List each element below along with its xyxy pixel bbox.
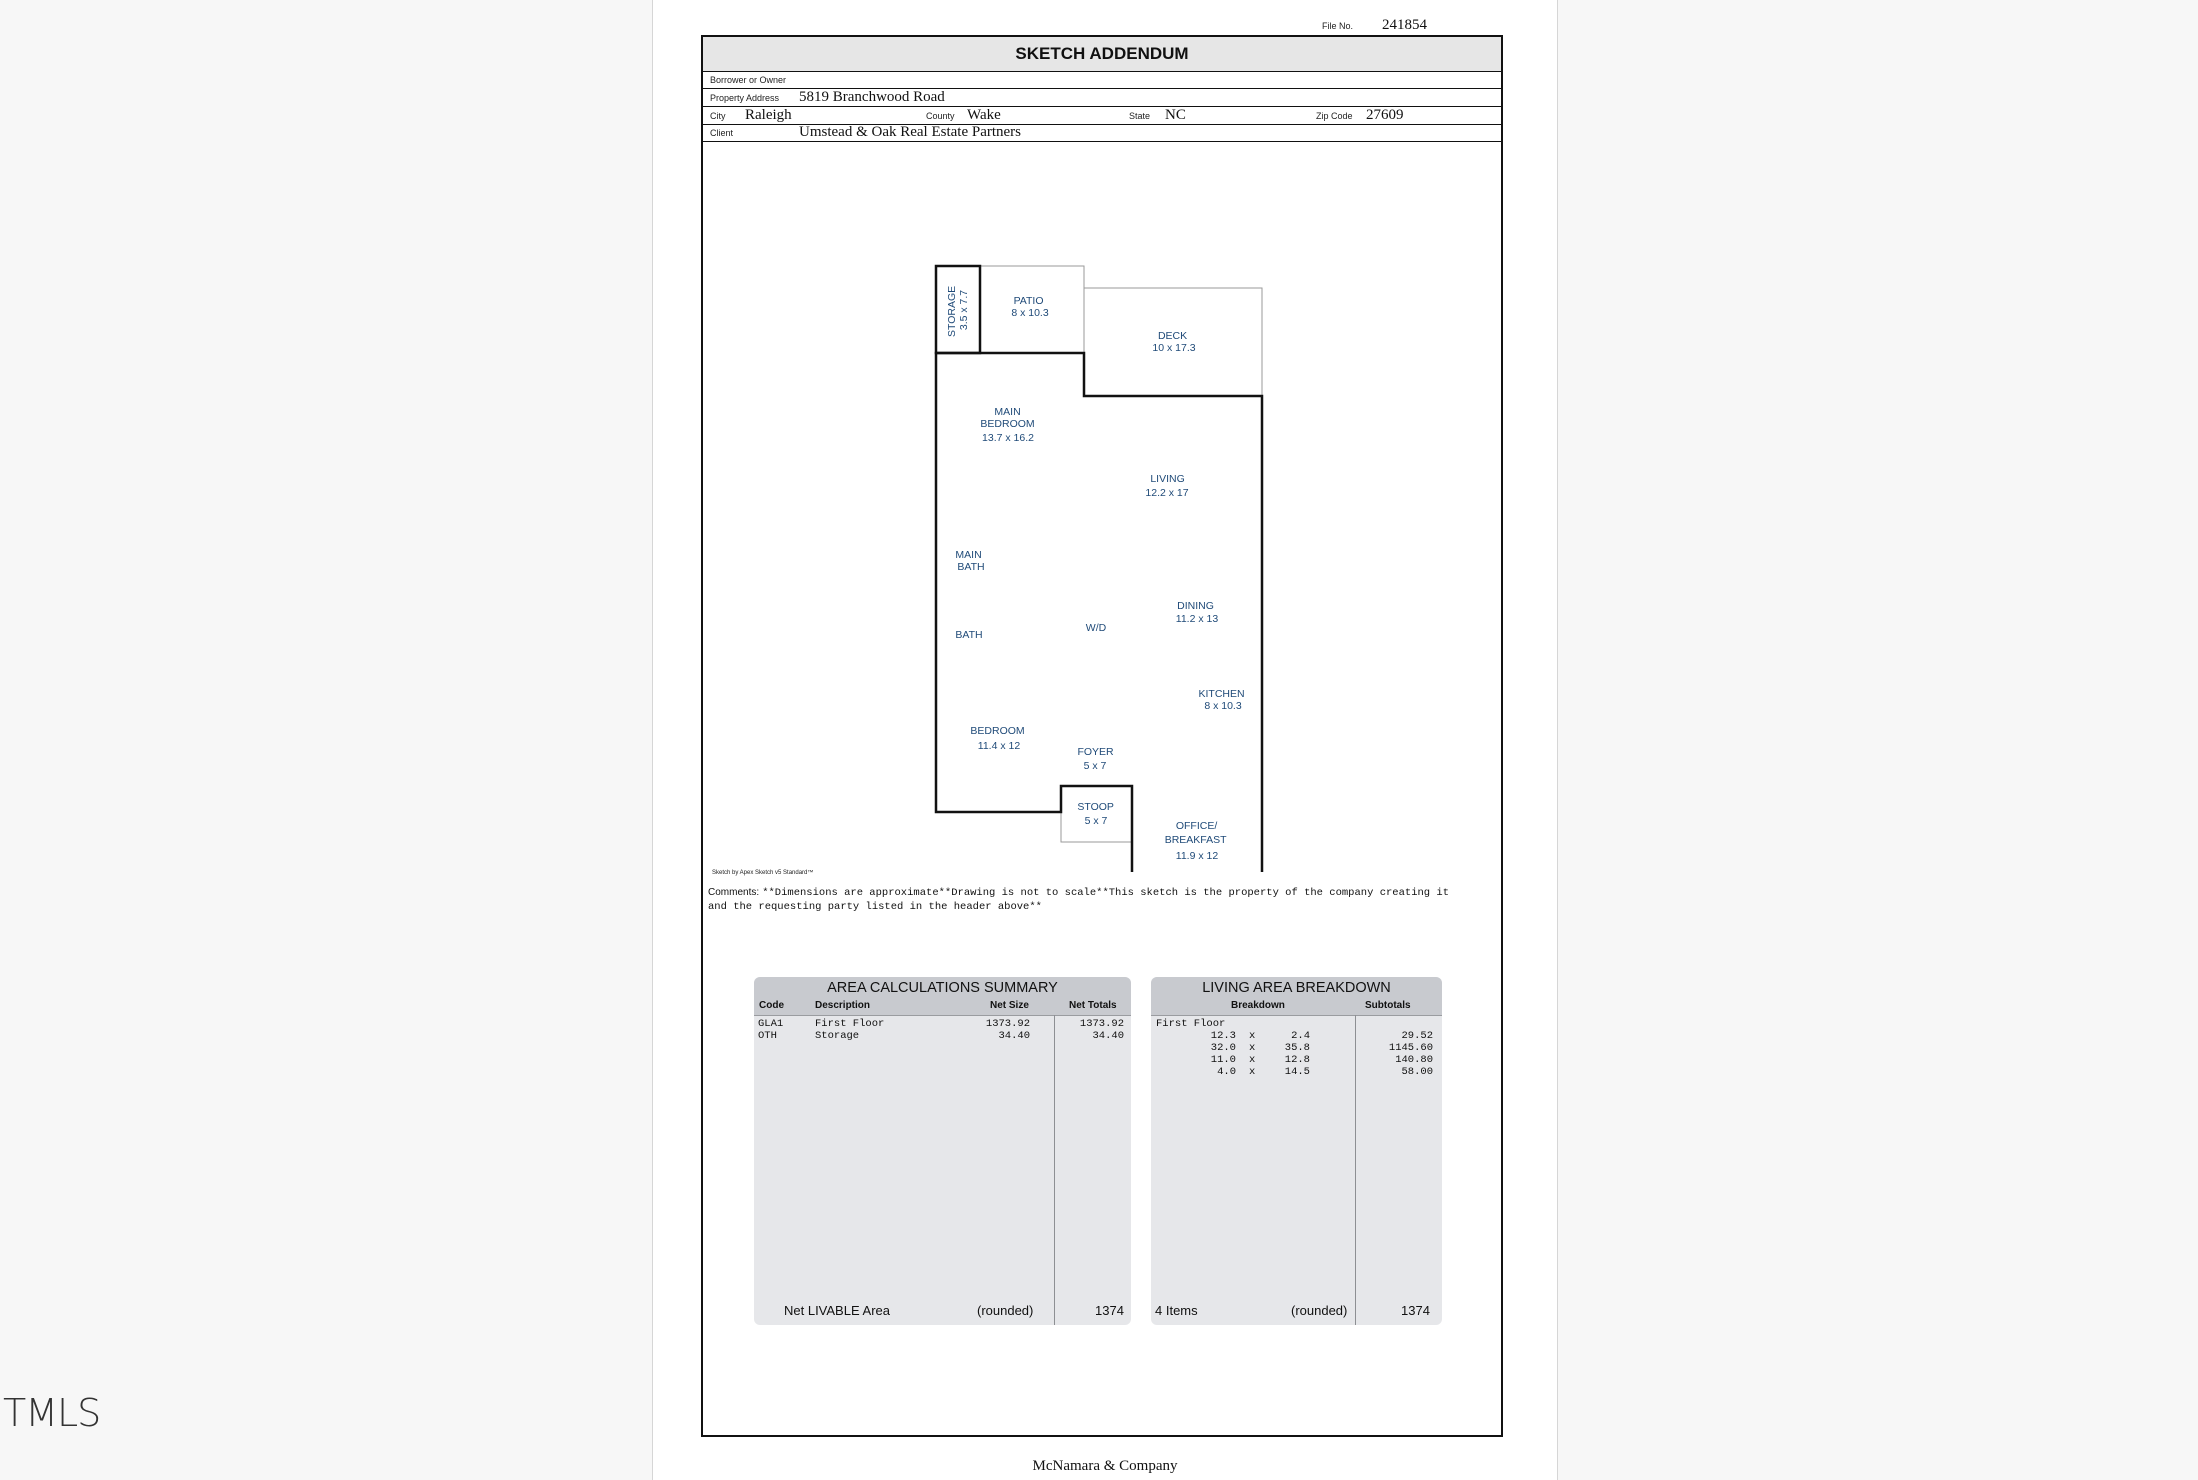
county-value: Wake [967, 107, 1001, 123]
subtotal: 140.80 [1395, 1054, 1433, 1066]
wd-label: W/D [1085, 622, 1107, 634]
client-row [703, 125, 1501, 142]
floor-label: First Floor [1156, 1018, 1226, 1030]
address-label: Property Address [710, 93, 780, 103]
breakdown-rounded: (rounded) [1291, 1303, 1348, 1318]
city-label: City [710, 111, 726, 121]
area-calculations-panel [754, 977, 1131, 1325]
bath-label: BATH [955, 629, 983, 641]
address-value: 5819 Branchwood Road [799, 89, 945, 105]
row-net-size: 34.40 [998, 1030, 1030, 1042]
borrower-label: Borrower or Owner [710, 75, 787, 85]
breakdown-total: 1374 [1401, 1303, 1430, 1318]
company-footer: McNamara & Company [1032, 1458, 1178, 1474]
breakdown-title: LIVING AREA BREAKDOWN [1151, 977, 1442, 999]
dim-b: 12.8 [1284, 1054, 1310, 1066]
col-description: Description [815, 1000, 871, 1011]
dim-x: x [1249, 1066, 1256, 1078]
patio-label: PATIO 8 x 10.3 [1011, 295, 1049, 319]
col-net-totals: Net Totals [1069, 1000, 1117, 1011]
net-livable-label: Net LIVABLE Area [784, 1303, 890, 1318]
borrower-row [703, 72, 1501, 89]
office-breakfast-label: OFFICE/ BREAKFAST 11.9 x 12 [1164, 820, 1227, 862]
dim-a: 4.0 [1217, 1066, 1236, 1078]
kitchen-label: KITCHEN 8 x 10.3 [1198, 688, 1245, 712]
subtotal: 1145.60 [1388, 1042, 1433, 1054]
row-description: Storage [815, 1030, 860, 1042]
subtotal: 29.52 [1401, 1030, 1433, 1042]
county-label: County [926, 111, 955, 121]
client-value: Umstead & Oak Real Estate Partners [799, 124, 1022, 140]
dining-label: DINING 11.2 x 13 [1175, 600, 1219, 625]
dim-a: 32.0 [1210, 1042, 1236, 1054]
state-label: State [1129, 111, 1151, 121]
living-label: LIVING 12.2 x 17 [1145, 473, 1189, 499]
row-net-size: 1373.92 [985, 1018, 1030, 1030]
col-net-size: Net Size [990, 1000, 1029, 1011]
client-label: Client [710, 128, 734, 138]
row-code: GLA1 [758, 1018, 784, 1030]
comments-block [708, 886, 1498, 914]
foyer-label: FOYER 5 x 7 [1077, 746, 1114, 772]
column-divider [1355, 1015, 1356, 1325]
dim-x: x [1249, 1030, 1256, 1042]
items-count: 4 Items [1155, 1303, 1198, 1318]
stoop-label: STOOP 5 x 7 [1077, 801, 1114, 827]
col-subtotals: Subtotals [1365, 1000, 1411, 1011]
dim-a: 12.3 [1210, 1030, 1236, 1042]
dim-b: 35.8 [1284, 1042, 1310, 1054]
zip-label: Zip Code [1316, 111, 1353, 121]
net-livable-rounded: (rounded) [977, 1303, 1034, 1318]
main-bath-label: MAIN BATH [955, 549, 985, 573]
row-net-total: 1373.92 [1079, 1018, 1124, 1030]
document-page [652, 0, 1558, 1480]
addendum-title: SKETCH ADDENDUM [703, 37, 1501, 72]
floor-plan-sketch [703, 142, 1501, 872]
sketch-credit: Sketch by Apex Sketch v5 Standard™ [712, 870, 814, 876]
row-code: OTH [758, 1030, 777, 1042]
comments-label: Comments: [708, 887, 760, 898]
dim-b: 2.4 [1291, 1030, 1310, 1042]
living-area-breakdown-panel [1151, 977, 1442, 1325]
city-value: Raleigh [745, 107, 792, 123]
col-breakdown: Breakdown [1231, 1000, 1285, 1011]
bedroom-label: BEDROOM 11.4 x 12 [970, 725, 1025, 752]
net-livable-value: 1374 [1095, 1303, 1124, 1318]
dim-a: 11.0 [1210, 1054, 1236, 1066]
area-calc-header [754, 999, 1131, 1016]
deck-label: DECK 10 x 17.3 [1152, 330, 1196, 354]
comments-text: **Dimensions are approximate**Drawing is not to scale**This sketch is the property of the company creating it and the requesting party listed in the header above** [708, 887, 1449, 913]
row-description: First Floor [815, 1018, 885, 1030]
dim-x: x [1249, 1042, 1256, 1054]
row-net-total: 34.40 [1092, 1030, 1124, 1042]
stoop-outline [1061, 786, 1132, 842]
addendum-frame [701, 35, 1503, 1437]
area-calc-title: AREA CALCULATIONS SUMMARY [754, 977, 1131, 999]
main-bedroom-label: MAIN BEDROOM 13.7 x 16.2 [980, 406, 1035, 444]
subtotal: 58.00 [1401, 1066, 1433, 1078]
dim-x: x [1249, 1054, 1256, 1066]
location-row [703, 107, 1501, 125]
column-divider [1054, 1015, 1055, 1325]
col-code: Code [759, 1000, 784, 1011]
storage-label: STORAGE 3.5 x 7.7 [946, 285, 970, 338]
mls-watermark-logo: TMLS [3, 1391, 101, 1435]
zip-value: 27609 [1366, 107, 1404, 123]
file-no-value: 241854 [1382, 17, 1427, 33]
state-value: NC [1165, 107, 1186, 123]
address-row [703, 89, 1501, 107]
breakdown-header [1151, 999, 1442, 1016]
file-no-label: File No. [1322, 21, 1354, 31]
dim-b: 14.5 [1284, 1066, 1310, 1078]
